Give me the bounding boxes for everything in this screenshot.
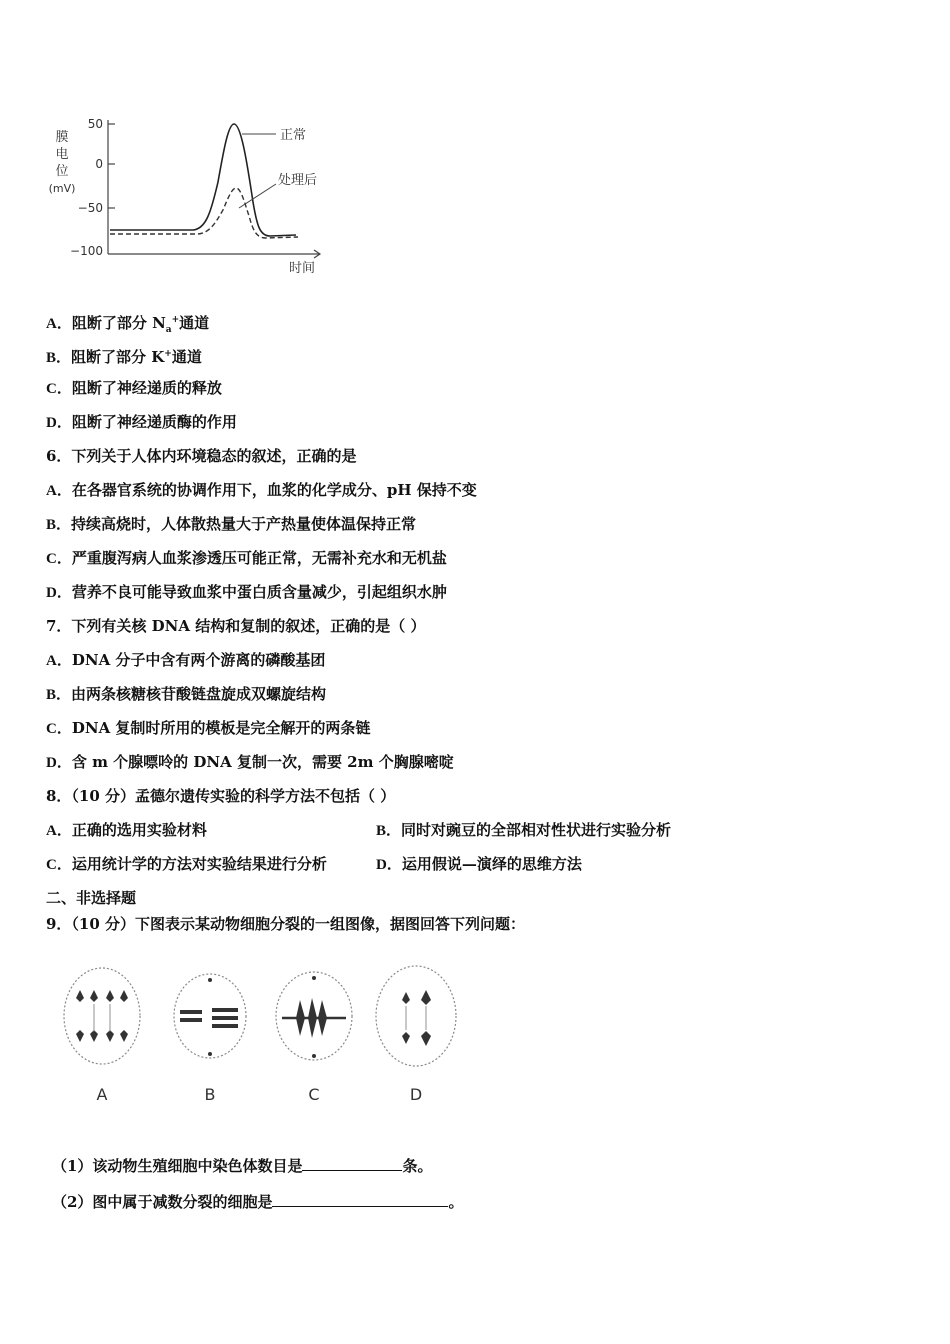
svg-text:−50: −50 (77, 201, 103, 215)
normal-curve (110, 124, 296, 236)
q6-option-b: B．持续高烧时，人体散热量大于产热量使体温保持正常 (46, 515, 417, 533)
q8-option-a: A．正确的选用实验材料 (46, 821, 207, 839)
q9-stem: 9．（10 分）下图表示某动物细胞分裂的一组图像，据图回答下列问题： (46, 915, 526, 933)
q5-option-c: C．阻断了神经递质的释放 (46, 379, 222, 397)
q8-stem: 8．（10 分）孟德尔遗传实验的科学方法不包括（ ） (46, 787, 396, 805)
svg-text:膜: 膜 (55, 130, 69, 145)
q8-option-c: C．运用统计学的方法对实验结果进行分析 (46, 855, 327, 873)
cell-c-label: C (308, 1085, 320, 1104)
legend-normal: 正常 (280, 128, 307, 143)
cell-b (174, 974, 246, 1104)
cell-a-label: A (96, 1085, 108, 1104)
section-heading: 二、非选择题 (46, 889, 137, 907)
y-axis-label (49, 130, 76, 195)
q7-stem: 7．下列有关核 DNA 结构和复制的叙述，正确的是（ ） (46, 617, 426, 635)
q9-sub2: （2）图中属于减数分裂的细胞是 。 (52, 1193, 464, 1211)
q7-option-c: C．DNA 复制时所用的模板是完全解开的两条链 (46, 719, 371, 737)
q6-option-c: C．严重腹泻病人血浆渗透压可能正常，无需补充水和无机盐 (46, 549, 447, 567)
q7-option-b: B．由两条核糖核苷酸链盘旋成双螺旋结构 (46, 685, 327, 703)
membrane-potential-graph (48, 112, 338, 280)
cell-c (276, 972, 352, 1104)
q5-option-a: A．阻断了部分 $N_a^+$通道 (46, 314, 210, 335)
q9-sub1: （1）该动物生殖细胞中染色体数目是 条。 (52, 1157, 433, 1175)
q8-option-d: D．运用假说—演绎的思维方法 (376, 855, 582, 873)
cell-d-label: D (409, 1085, 423, 1104)
answer-blank-2[interactable] (272, 1192, 448, 1207)
svg-text:(mV): (mV) (48, 182, 76, 195)
answer-blank-1[interactable] (302, 1156, 402, 1171)
cell-d (376, 966, 456, 1104)
svg-text:位: 位 (55, 164, 69, 179)
q6-stem: 6．下列关于人体内环境稳态的叙述，正确的是 (46, 447, 357, 465)
cell-b-label: B (204, 1085, 216, 1104)
q6-option-a: A．在各器官系统的协调作用下，血浆的化学成分、pH 保持不变 (46, 481, 477, 499)
q8-option-b: B．同时对豌豆的全部相对性状进行实验分析 (376, 821, 672, 839)
x-axis-label: 时间 (289, 261, 316, 276)
cell-a (64, 968, 140, 1104)
q6-option-d: D．营养不良可能导致血浆中蛋白质含量减少，引起组织水肿 (46, 583, 447, 601)
q5-option-b: B．阻断了部分 K+通道 (46, 348, 202, 366)
q7-option-d: D．含 m 个腺嘌呤的 DNA 复制一次，需要 2m 个胸腺嘧啶 (46, 753, 454, 771)
legend-treated: 处理后 (278, 173, 318, 188)
q5-option-d: D．阻断了神经递质酶的作用 (46, 413, 237, 431)
treated-leader (239, 184, 276, 208)
q7-option-a: A．DNA 分子中含有两个游离的磷酸基团 (46, 651, 326, 669)
cell-division-figure (56, 962, 466, 1107)
svg-text:−100: −100 (70, 244, 103, 258)
svg-text:0: 0 (95, 157, 103, 171)
svg-text:电: 电 (55, 147, 69, 162)
svg-text:50: 50 (87, 117, 103, 131)
